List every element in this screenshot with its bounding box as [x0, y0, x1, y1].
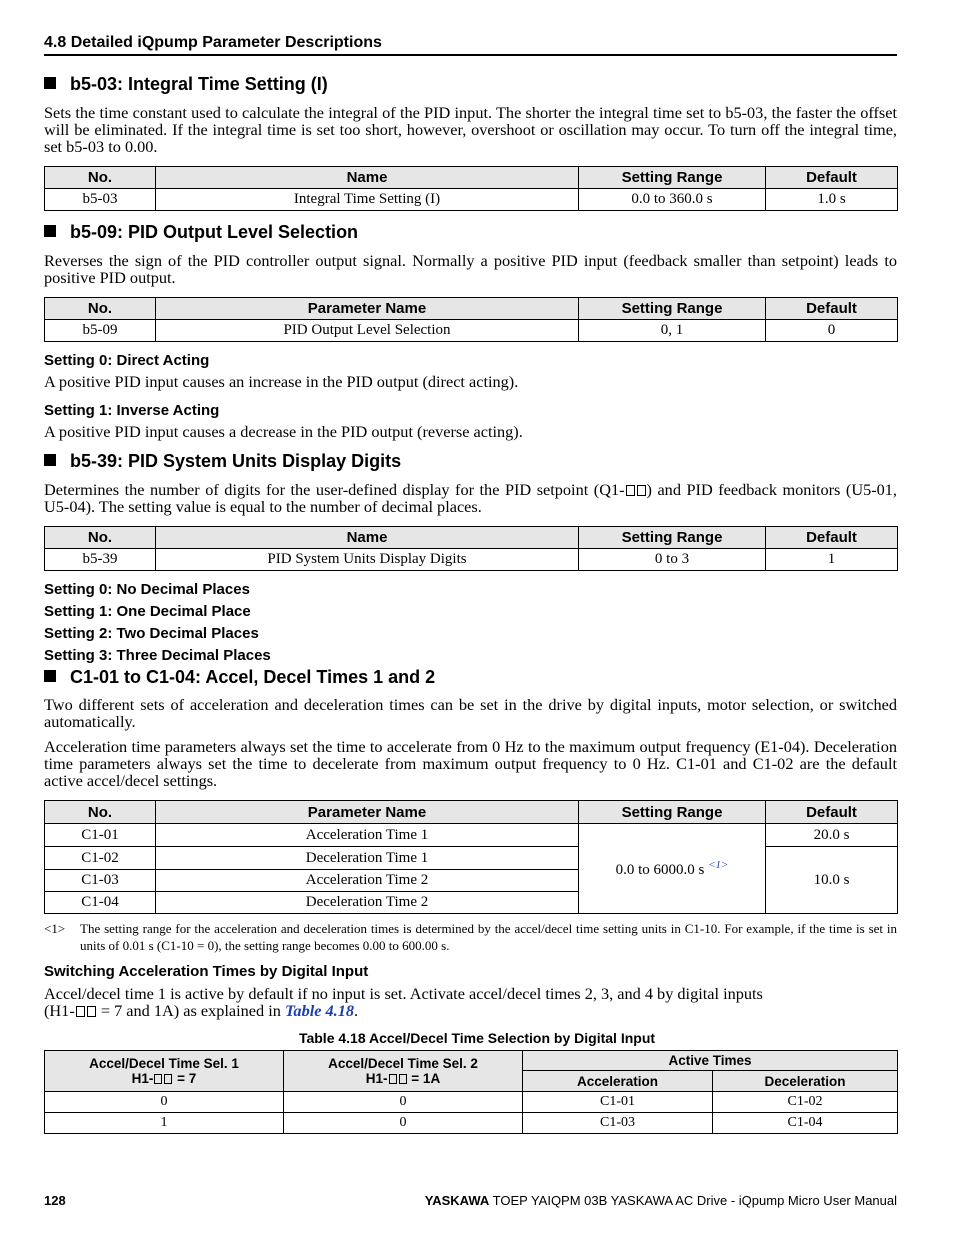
placeholder-box-icon: [154, 1074, 162, 1084]
col-header: Parameter Name: [156, 801, 579, 824]
col-header: Setting Range: [579, 527, 766, 549]
table-cell: 1: [766, 549, 898, 571]
table-cell: 20.0 s: [766, 824, 898, 847]
b539-setting-2: Setting 2: Two Decimal Places: [44, 625, 259, 642]
col-header: No.: [45, 801, 156, 824]
switching-text-part: = 7 and 1A) as explained in: [96, 1001, 285, 1020]
c1-footnote: [44, 920, 897, 954]
b509-description: Reverses the sign of the PID controller output signal. Normally a positive PID input (feedback smaller than setpoint) leads to positive PID output.: [44, 251, 897, 287]
col-header: No.: [45, 298, 156, 320]
table-cell: 0: [284, 1113, 523, 1134]
col-header: Default: [766, 801, 898, 824]
table-4-18-link[interactable]: Table 4.18: [284, 1001, 355, 1020]
b509-setting1-text: A positive PID input causes a decrease in the PID output (reverse acting).: [44, 422, 523, 441]
col-header-line: [45, 1071, 283, 1086]
footnote-ref-link[interactable]: <1>: [708, 858, 729, 871]
col-header-sel2: [284, 1051, 523, 1092]
table-header-row: [45, 1051, 898, 1071]
switching-text-line2: [44, 1002, 897, 1019]
table-cell: Integral Time Setting (I): [156, 189, 579, 211]
col-header-part: = 1A: [407, 1071, 441, 1086]
b539-heading-text: b5-39: PID System Units Display Digits: [70, 451, 402, 471]
col-header-part: = 7: [173, 1071, 197, 1086]
table-header-row: [45, 298, 898, 320]
b509-heading-text: b5-09: PID Output Level Selection: [70, 222, 359, 242]
c1-table: [44, 800, 898, 914]
b539-setting-0: Setting 0: No Decimal Places: [44, 581, 250, 598]
col-header: Name: [156, 527, 579, 549]
table-cell: 0: [284, 1092, 523, 1113]
table-row: [45, 1092, 898, 1113]
col-header-line: [284, 1071, 522, 1086]
b509-table: [44, 297, 898, 342]
table-header-row: [45, 801, 898, 824]
header-rule: [44, 54, 897, 56]
table-row: [45, 549, 898, 571]
table-cell: Deceleration Time 2: [156, 892, 579, 914]
b509-setting1-title: Setting 1: Inverse Acting: [44, 402, 220, 419]
b539-heading: [44, 451, 401, 472]
table-header-row: [45, 527, 898, 549]
placeholder-box-icon: [164, 1074, 172, 1084]
c1-para1: Two different sets of acceleration and deceleration times can be set in the drive by digital inputs, motor selection, or switched automatically.: [44, 695, 897, 731]
placeholder-box-icon: [626, 485, 635, 496]
b509-setting0-text: A positive PID input causes an increase in the PID output (direct acting).: [44, 372, 519, 391]
col-header-accel: Acceleration: [523, 1071, 713, 1092]
table-cell: 0 to 3: [579, 549, 766, 571]
table-cell: 0: [766, 320, 898, 342]
square-bullet-icon: [44, 670, 56, 682]
placeholder-box-icon: [389, 1074, 397, 1084]
section-header: 4.8 Detailed iQpump Parameter Descriptions: [44, 34, 382, 51]
col-header-part: H1-: [131, 1071, 154, 1086]
switching-text: [44, 985, 897, 1019]
b539-setting-3: Setting 3: Three Decimal Places: [44, 647, 271, 664]
table-cell: C1-04: [713, 1113, 898, 1134]
table-cell: C1-03: [45, 870, 156, 892]
table-cell: b5-03: [45, 189, 156, 211]
col-header-active: Active Times: [523, 1051, 898, 1071]
table-cell: 0: [45, 1092, 284, 1113]
b539-setting-1: Setting 1: One Decimal Place: [44, 603, 251, 620]
col-header-sel1: [45, 1051, 284, 1092]
c1-para2: Acceleration time parameters always set the time to accelerate from 0 Hz to the maximum output frequency (E1-04). Deceleration time parameters always set the time to decelerate from maximum output frequency to 0 Hz. C1-01 and C1-02 are the default active accel/decel settings.: [44, 737, 897, 790]
table-cell: C1-04: [45, 892, 156, 914]
b509-heading: [44, 222, 358, 243]
footnote-marker: <1>: [44, 921, 66, 936]
c1-heading: [44, 667, 435, 688]
b539-desc-part2: ) and PID feedback monitors (U5-01, U5-04). The setting value is equal to the number of decimal places.: [44, 480, 898, 516]
placeholder-box-icon: [637, 485, 646, 496]
col-header: Name: [156, 167, 579, 189]
table-caption: Table 4.18 Accel/Decel Time Selection by Digital Input: [298, 1030, 656, 1046]
switching-title: Switching Acceleration Times by Digital Input: [44, 963, 369, 980]
table-row: [45, 824, 898, 847]
table-cell: 0, 1: [579, 320, 766, 342]
square-bullet-icon: [44, 225, 56, 237]
b539-description: [44, 481, 897, 515]
table-cell: 0.0 to 360.0 s: [579, 189, 766, 211]
col-header: Default: [766, 527, 898, 549]
b539-desc-part1: Determines the number of digits for the user-defined display for the PID setpoint (Q1-: [44, 480, 625, 499]
table-cell: C1-01: [45, 824, 156, 847]
b503-description: Sets the time constant used to calculate the integral of the PID input. The shorter the integral time set to b5-03, the faster the offset will be eliminated. If the integral time is set too short, however, overshoot or oscillation may occur. To turn off the integral time, set b5-03 to 0.00.: [44, 103, 897, 156]
b503-heading: [44, 74, 328, 95]
table-cell: PID Output Level Selection: [156, 320, 579, 342]
table-row: [45, 847, 898, 870]
col-header: Setting Range: [579, 801, 766, 824]
col-header-line: Accel/Decel Time Sel. 2: [328, 1056, 478, 1071]
table-cell: C1-02: [713, 1092, 898, 1113]
switching-text-line1: Accel/decel time 1 is active by default if no input is set. Activate accel/decel times 2, 3, and 4 by digital inputs: [44, 984, 763, 1003]
table-cell: Deceleration Time 1: [156, 847, 579, 870]
table-row: [45, 1113, 898, 1134]
table-cell: Acceleration Time 2: [156, 870, 579, 892]
col-header-line: Accel/Decel Time Sel. 1: [89, 1056, 239, 1071]
col-header: No.: [45, 167, 156, 189]
footer-manual-title: TOEP YAIQPM 03B YASKAWA AC Drive - iQpump Micro User Manual: [489, 1193, 897, 1208]
col-header-part: H1-: [365, 1071, 388, 1086]
accel-decel-selection-table: [44, 1050, 898, 1134]
col-header: Setting Range: [579, 298, 766, 320]
table-cell: b5-39: [45, 549, 156, 571]
placeholder-box-icon: [76, 1006, 85, 1017]
table-row: [45, 189, 898, 211]
footnote-text: The setting range for the acceleration and deceleration times is determined by the accel/decel time setting units in C1-10. For example, if the time is set in units of 0.01 s (C1-10 = 0), the setting range becomes 0.00 to 600.00 s.: [80, 921, 897, 953]
table-cell: 10.0 s: [766, 847, 898, 914]
switching-text-part: (H1-: [44, 1001, 75, 1020]
table-cell: PID System Units Display Digits: [156, 549, 579, 571]
table-header-row: [45, 167, 898, 189]
square-bullet-icon: [44, 77, 56, 89]
table-cell: 1: [45, 1113, 284, 1134]
table-cell: C1-02: [45, 847, 156, 870]
col-header: Setting Range: [579, 167, 766, 189]
table-cell: C1-01: [523, 1092, 713, 1113]
placeholder-box-icon: [87, 1006, 96, 1017]
square-bullet-icon: [44, 454, 56, 466]
table-cell: C1-03: [523, 1113, 713, 1134]
table-cell: 1.0 s: [766, 189, 898, 211]
placeholder-box-icon: [399, 1074, 407, 1084]
col-header: Default: [766, 167, 898, 189]
page-number: 128: [44, 1193, 66, 1208]
b509-setting0-title: Setting 0: Direct Acting: [44, 352, 210, 369]
table-cell: b5-09: [45, 320, 156, 342]
table-cell: Acceleration Time 1: [156, 824, 579, 847]
range-text: 0.0 to 6000.0 s: [615, 861, 705, 878]
b503-heading-text: b5-03: Integral Time Setting (I): [70, 74, 328, 94]
c1-heading-text: C1-01 to C1-04: Accel, Decel Times 1 and 2: [70, 667, 436, 687]
footer-manual: [425, 1193, 897, 1208]
col-header-decel: Deceleration: [713, 1071, 898, 1092]
col-header: No.: [45, 527, 156, 549]
b539-table: [44, 526, 898, 571]
range-cell: [579, 824, 766, 914]
footer-brand: YASKAWA: [424, 1193, 490, 1208]
col-header: Parameter Name: [156, 298, 579, 320]
table-row: [45, 320, 898, 342]
col-header: Default: [766, 298, 898, 320]
switching-text-part: .: [354, 1001, 359, 1020]
b503-table: [44, 166, 898, 211]
